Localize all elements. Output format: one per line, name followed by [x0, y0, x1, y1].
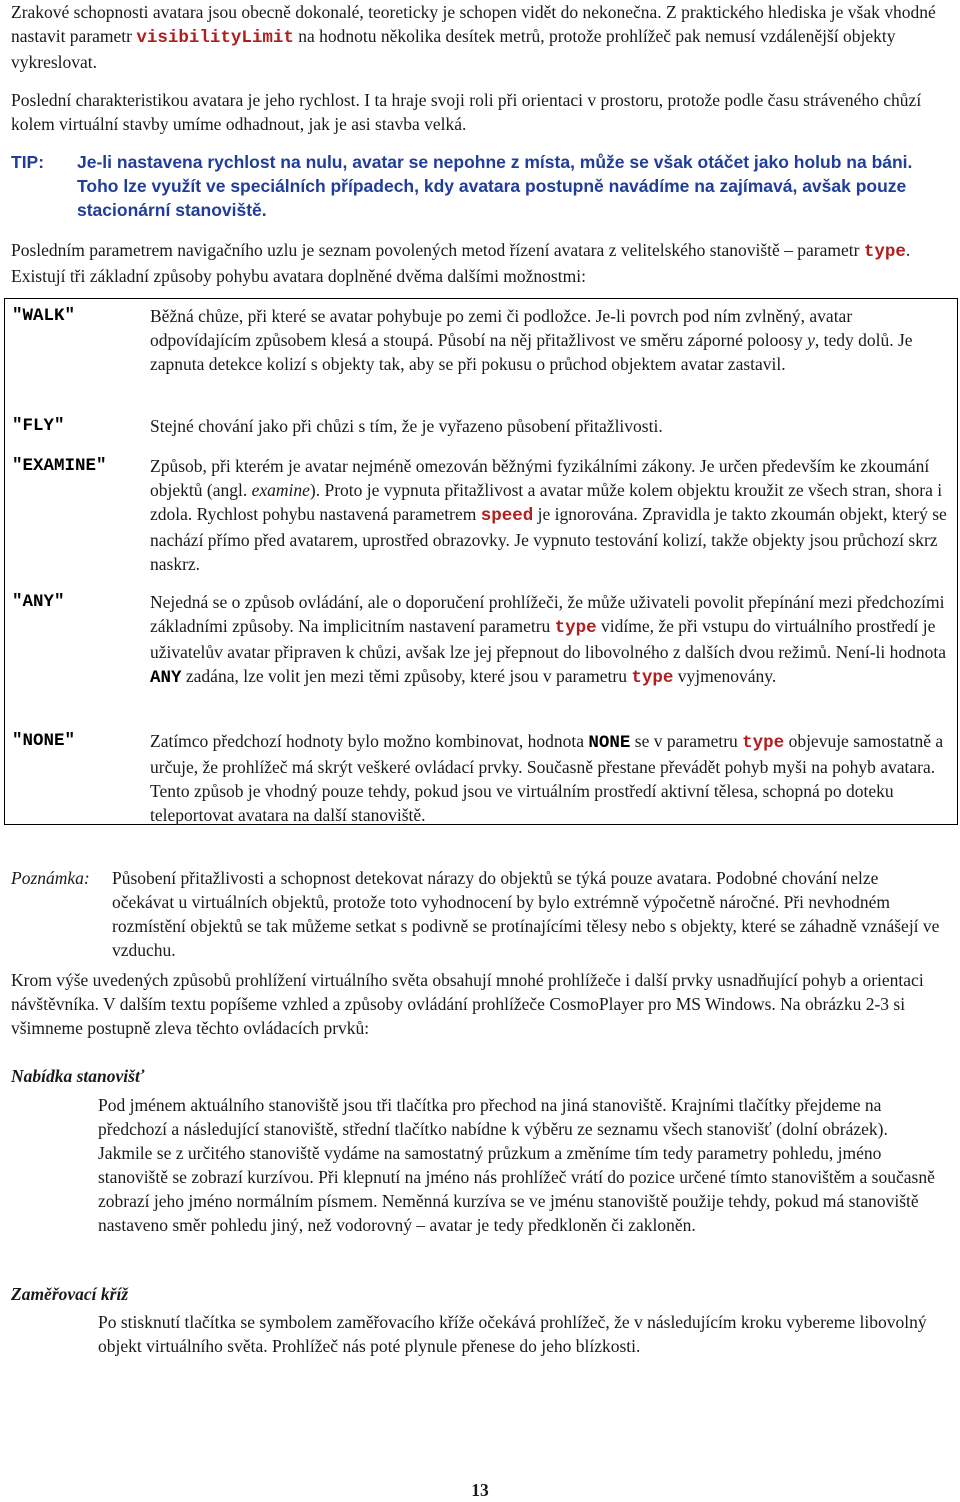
tip-text: Je-li nastavena rychlost na nulu, avatar se nepohne z místa, může se však otáčet jako holub na báni. Toho lze využít ve speciálních případech, kdy avatara postupně navádíme na zajímavá, avšak pouze stacionární stanoviště.: [77, 152, 913, 220]
code-type: type: [554, 618, 597, 638]
code-visibilitylimit: visibilityLimit: [136, 28, 294, 48]
paragraph-visibility: Zrakové schopnosti avatara jsou obecně dokonalé, teoreticky je schopen vidět do nekonečna. Z praktického hlediska je však vhodné nastavit parametr visibilityLimit na hodnotu několika desítek metrů, protože prohlížeč pak nemusí vzdálenější objekty vykreslovat.: [11, 2, 936, 72]
paragraph-intro-controls: Krom výše uvedených způsobů prohlížení virtuálního světa obsahují mnohé prohlížeče i další prvky usnadňující pohyb a orientaci návštěvníka. V dalším textu popíšeme vzhled a způsoby ovládání prohlížeče CosmoPlayer pro MS Windows. Na obrázku 2-3 si všimneme postupně zleva těchto ovládacích prvků:: [11, 970, 924, 1038]
section-text-viewpoints: Pod jménem aktuálního stanoviště jsou tři tlačítka pro přechod na jiná stanoviště. Krajními tlačítky přejdeme na předchozí a následující stanoviště, střední tlačítko nabídne k výběru ze seznamu všech stanovišť (dolní obrázek). Jakmile se z určitého stanoviště vydáme na samostatný průzkum a změníme tím tedy parametry pohledu, jméno stanoviště se zobrazí kurzívou. Při klepnutí na jméno nás prohlížeč vrátí do pozice určené tímto stanovištěm a současně zobrazí jeho jméno normálním písmem. Neměnná kurzíva se ve jménu stanoviště použije tehdy, pokud má stanoviště nastaveno směr pohledu jiný, než vodorovný – avatar je tedy předkloněn či zakloněn.: [98, 1095, 935, 1235]
mode-row-none: [5, 729, 957, 827]
page-number: 13: [471, 1480, 489, 1500]
mode-desc-examine: Způsob, při kterém je avatar nejméně omezován běžnými fyzikálními zákony. Je určen především ke zkoumání objektů (angl. examine). Proto je vypnuta přitažlivost a avatar může kolem objektu kroužit ze všech stran, shora i zdola. Rychlost pohybu nastavená parametrem speed je ignorována. Zpravidla je takto zkoumán objekt, který se nachází přímo před avatarem, uprostřed obrazovky. Je vypnuto testování kolizí, takže objekty jsou průchozí skrz naskrz.: [150, 456, 947, 574]
note-block: [11, 866, 941, 962]
mode-desc-fly: Stejné chování jako při chůzi s tím, že je vyřazeno působení přitažlivosti.: [150, 416, 663, 436]
section-heading-crosshair: Zaměřovací kříž: [11, 1284, 129, 1304]
code-type: type: [863, 242, 906, 262]
paragraph-speed: Poslední charakteristikou avatara je jeho rychlost. I ta hraje svoji roli při orientaci v prostoru, protože podle času stráveného chůzí kolem virtuální stavby umíme odhadnout, jak je asi stavba velká.: [11, 90, 922, 134]
mode-row-examine: [5, 454, 957, 576]
mode-name-none: "NONE": [12, 731, 76, 751]
note-text: Působení přitažlivosti a schopnost detekovat nárazy do objektů se týká pouze avatara. Podobné chování nelze očekávat u virtuálních objektů, protože toto vyhodnocení by bylo extrémně výpočetně náročné. Při nevhodném rozmístění objektů se tak můžeme setkat s podivně se protínajícími tělesy nebo s objekty, které se záhadně vznášejí ve vzduchu.: [112, 868, 940, 960]
section-heading-viewpoints: Nabídka stanovišť: [11, 1066, 145, 1086]
code-any: ANY: [150, 668, 182, 688]
mode-name-any: "ANY": [12, 592, 65, 612]
mode-desc-any: Nejedná se o způsob ovládání, ale o doporučení prohlížeči, že může uživateli povolit přepínání mezi předchozími základními způsoby. Na implicitním nastavení parametru type vidíme, že při vstupu do virtuálního prostředí je uživatelův avatar připraven k chůzi, avšak lze jej přepnout do libovolného z dalších dvou režimů. Není-li hodnota ANY zadána, lze volit jen mezi těmi způsoby, které jsou v parametru type vyjmenovány.: [150, 592, 946, 688]
note-label: Poznámka:: [11, 868, 90, 888]
mode-name-fly: "FLY": [12, 416, 65, 436]
mode-row-any: [5, 590, 957, 690]
code-speed: speed: [480, 506, 534, 526]
mode-desc-none: Zatímco předchozí hodnoty bylo možno kombinovat, hodnota NONE se v parametru type objevuje samostatně a určuje, že prohlížeč má skrýt veškeré ovládací prvky. Současně přestane převádět pohyb myši na pohyb avatara. Tento způsob je vhodný pouze tehdy, pokud jsou ve virtuálním prostředí aktivní tělesa, schopná po doteku teleportovat avatara na další stanoviště.: [150, 731, 944, 825]
mode-name-examine: "EXAMINE": [12, 456, 107, 476]
mode-name-walk: "WALK": [12, 306, 76, 326]
mode-desc-walk: Běžná chůze, při které se avatar pohybuje po zemi či podložce. Je-li povrch pod ním zvlněný, avatar odpovídajícím způsobem klesá a stoupá. Působí na něj přitažlivost ve směru záporné poloosy y, tedy dolů. Je zapnuta detekce kolizí s objekty tak, aby se při pokusu o průchod objektem avatar zastavil.: [150, 306, 913, 374]
tip-box: [11, 150, 931, 222]
tip-label: TIP:: [11, 152, 45, 172]
mode-row-fly: [5, 414, 957, 438]
mode-row-walk: [5, 304, 957, 376]
code-type: type: [742, 733, 785, 753]
code-type: type: [631, 668, 674, 688]
code-none: NONE: [588, 733, 631, 753]
paragraph-type: Posledním parametrem navigačního uzlu je seznam povolených metod řízení avatara z velitelského stanoviště – parametr type. Existují tři základní způsoby pohybu avatara doplněné dvěma dalšími možnostmi:: [11, 240, 911, 286]
section-text-crosshair: Po stisknutí tlačítka se symbolem zaměřovacího kříže očekává prohlížeč, že v následujícím kroku vybereme libovolný objekt virtuálního světa. Prohlížeč nás poté plynule přenese do jeho blízkosti.: [98, 1312, 927, 1356]
modes-table: [4, 298, 958, 825]
